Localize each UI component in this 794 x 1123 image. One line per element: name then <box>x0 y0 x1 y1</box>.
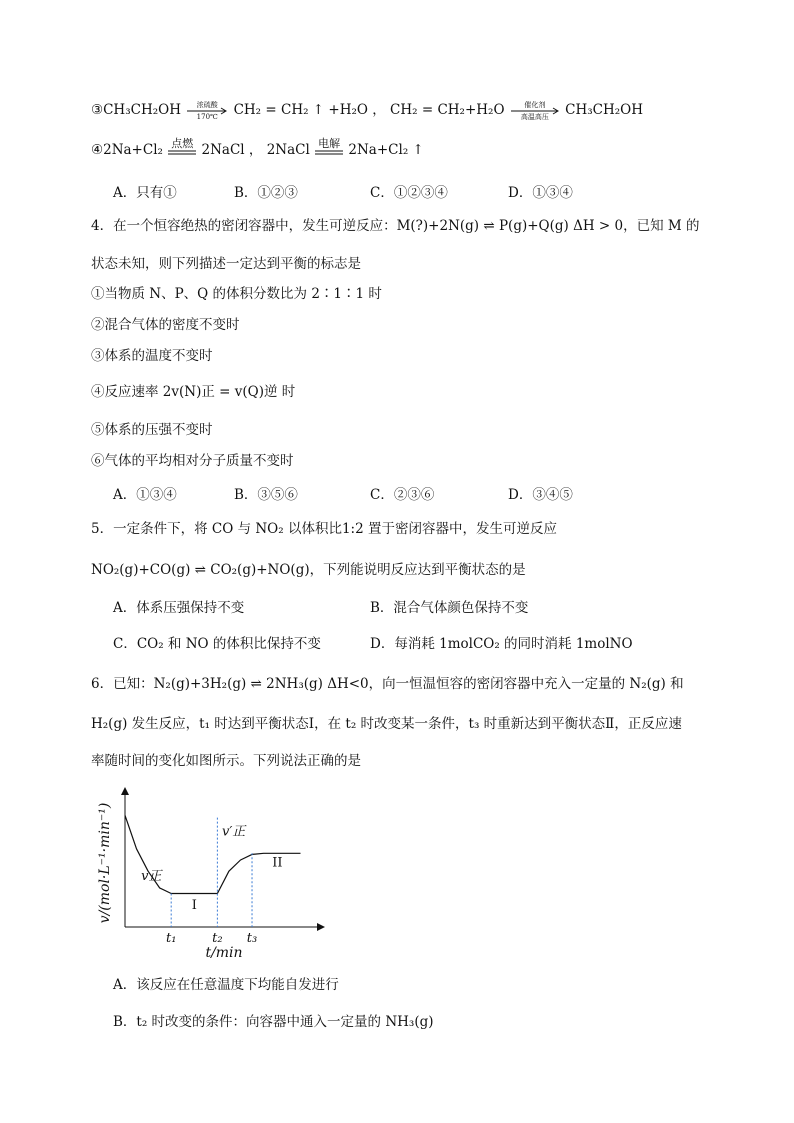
q4-option-d[interactable]: D．③④⑤ <box>508 487 573 503</box>
double-line-icon <box>167 141 197 161</box>
region-label-II: II <box>272 855 283 871</box>
q6-stem-line1: 6．已知：N₂(g)+3H₂(g) ⇌ 2NH₃(g) ΔH<0，向一恒温恒容的密闭容器中充入一定量的 N₂(g) 和 <box>91 676 684 692</box>
series-line-1 <box>217 853 300 893</box>
condition-top: 电解 <box>318 136 341 150</box>
q6-option-b[interactable]: B．t₂ 时改变的条件：向容器中通入一定量的 NH₃(g) <box>113 1014 434 1030</box>
condition-top: 催化剂 <box>524 100 546 109</box>
condition-top: 点燃 <box>171 136 194 150</box>
q4-item-3: ③体系的温度不变时 <box>91 348 213 364</box>
x-tick-label-2: t₂ <box>212 931 223 946</box>
q3-option-b[interactable]: B．①②③ <box>234 185 298 201</box>
q3-option-d[interactable]: D．①③④ <box>508 185 573 201</box>
q6-option-a[interactable]: A．该反应在任意温度下均能自发进行 <box>113 977 339 993</box>
q4-item-5: ⑤体系的压强不变时 <box>91 422 213 438</box>
q5-option-a[interactable]: A．体系压强保持不变 <box>113 600 245 616</box>
y-axis-label: v/(mol·L⁻¹·min⁻¹) <box>97 802 113 924</box>
q4-item-4: ④反应速率 2v(N)正 = v(Q)逆 时 <box>91 384 296 400</box>
x-tick-label-1: t₁ <box>165 931 177 946</box>
q5-option-b[interactable]: B．混合气体颜色保持不变 <box>370 600 529 616</box>
q4-item-2: ②混合气体的密度不变时 <box>91 317 240 333</box>
x-axis-arrow-icon <box>317 923 325 931</box>
q3-3-part1: ③CH₃CH₂OH <box>91 102 181 118</box>
q3-option-c[interactable]: C．①②③④ <box>370 185 448 201</box>
condition-top: 浓硫酸 <box>196 100 218 109</box>
q3-4-part1: ④2Na+Cl₂ <box>91 142 163 158</box>
reaction-arrow-1 <box>185 101 229 121</box>
q3-statement-4 <box>91 136 754 161</box>
rate-time-chart <box>93 785 333 965</box>
q4-stem-line2: 状态未知，则下列描述一定达到平衡的标志是 <box>91 256 361 272</box>
x-axis-label: t/min <box>205 945 243 961</box>
q5-option-c[interactable]: C．CO₂ 和 NO 的体积比保持不变 <box>113 636 321 652</box>
curve-label-v-forward: v正 <box>141 869 162 885</box>
reaction-equals-2 <box>314 136 344 161</box>
q3-option-a[interactable]: A．只有① <box>113 185 177 201</box>
q4-item-6: ⑥气体的平均相对分子质量不变时 <box>91 453 294 469</box>
series-line-0 <box>125 815 217 893</box>
q6-stem-line3: 率随时间的变化如图所示。下列说法正确的是 <box>91 753 361 769</box>
q5-option-d[interactable]: D．每消耗 1molCO₂ 的同时消耗 1molNO <box>370 636 633 652</box>
double-line-icon <box>314 141 344 161</box>
curve-label-v-prime-forward: v′正 <box>222 824 246 840</box>
region-label-I: I <box>191 898 197 914</box>
reaction-arrow-2 <box>509 101 561 121</box>
q3-statement-3 <box>91 100 754 121</box>
q4-stem-line1: 4．在一个恒容绝热的密闭容器中，发生可逆反应：M(?)+2N(g) ⇌ P(g)+Q(g) ΔH > 0，已知 M 的 <box>91 218 700 234</box>
condition-bottom: 170℃ <box>196 112 218 121</box>
q5-stem-line1: 5．一定条件下，将 CO 与 NO₂ 以体积比1:2 置于密闭容器中，发生可逆反应 <box>91 521 557 537</box>
reaction-equals-1 <box>167 136 197 161</box>
q4-option-b[interactable]: B．③⑤⑥ <box>234 487 298 503</box>
q4-option-c[interactable]: C．②③⑥ <box>370 487 435 503</box>
q3-4-part3: 2Na+Cl₂ ↑ <box>348 142 424 158</box>
q3-4-part2: 2NaCl ， 2NaCl <box>201 142 310 158</box>
q6-stem-line2: H₂(g) 发生反应，t₁ 时达到平衡状态Ⅰ，在 t₂ 时改变某一条件，t₃ 时重新达到平衡状态Ⅱ，正反应速 <box>91 716 682 732</box>
y-axis-arrow-icon <box>121 787 129 795</box>
q4-option-a[interactable]: A．①③④ <box>113 487 177 503</box>
q5-stem-line2: NO₂(g)+CO(g) ⇌ CO₂(g)+NO(g)，下列能说明反应达到平衡状态的是 <box>91 562 526 578</box>
q3-3-part3: CH₃CH₂OH <box>565 102 643 118</box>
q3-3-part2: CH₂ = CH₂ ↑ +H₂O ， CH₂ = CH₂+H₂O <box>233 102 505 118</box>
q4-item-1: ①当物质 N、P、Q 的体积分数比为 2∶1∶1 时 <box>91 286 382 302</box>
condition-bottom: 高温高压 <box>520 112 549 121</box>
x-tick-label-3: t₃ <box>246 931 258 946</box>
